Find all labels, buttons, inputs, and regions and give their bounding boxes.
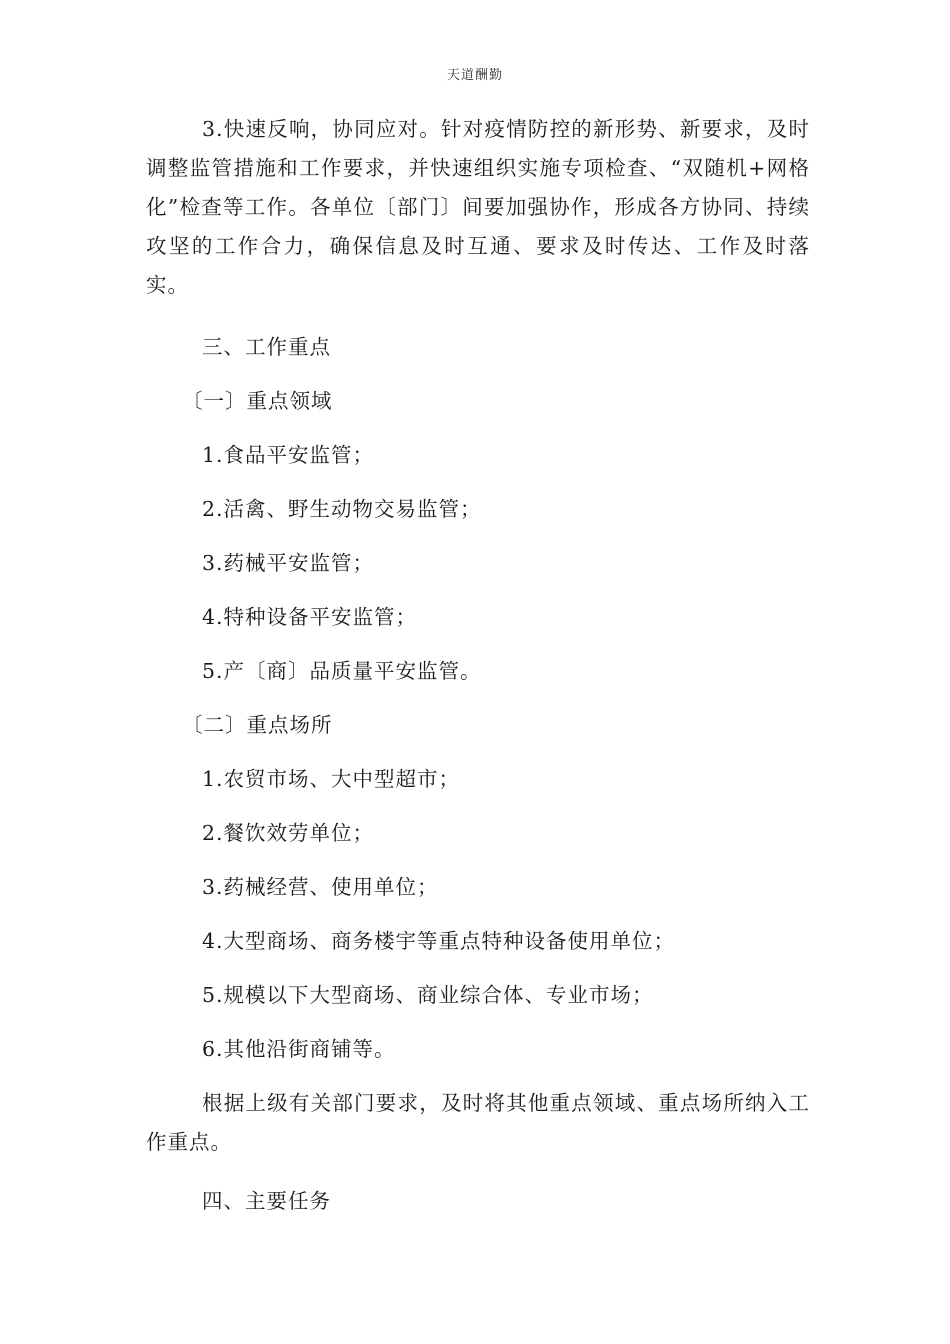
subheading-key-areas: 〔一〕重点领域 — [182, 389, 333, 413]
list-item-area: 3.药械平安监管； — [202, 551, 375, 575]
list-item-place: 5.规模以下大型商场、商业综合体、专业市场； — [202, 983, 654, 1007]
list-item-place: 6.其他沿街商铺等。 — [202, 1037, 396, 1061]
paragraph-rapid-response: 3.快速反响，协同应对。针对疫情防控的新形势、新要求，及时调整监管措施和工作要求，并快速组织实施专项检查、“双随机+网格化”检查等工作。各单位〔部门〕间要加强协作，形成各方协同、持续攻坚的工作合力，确保信息及时互通、要求及时传达、工作及时落实。 — [146, 117, 810, 297]
document-body — [146, 110, 810, 1228]
list-item-place: 3.药械经营、使用单位； — [202, 875, 439, 899]
list-item-area: 5.产〔商〕品质量平安监管。 — [202, 659, 482, 683]
section-heading-main-tasks: 四、主要任务 — [202, 1189, 331, 1213]
spacer — [146, 1162, 810, 1174]
list-item-area: 4.特种设备平安监管； — [202, 605, 418, 629]
paragraph-higher-requirements: 根据上级有关部门要求，及时将其他重点领域、重点场所纳入工作重点。 — [146, 1091, 810, 1154]
list-item-area: 2.活禽、野生动物交易监管； — [202, 497, 482, 521]
spacer — [146, 1076, 810, 1084]
page-header: 天道酬勤 — [446, 68, 503, 83]
list-item-area: 1.食品平安监管； — [202, 443, 375, 467]
list-item-place: 1.农贸市场、大中型超市； — [202, 767, 461, 791]
spacer — [146, 305, 810, 320]
subheading-key-places: 〔二〕重点场所 — [182, 713, 333, 737]
section-heading-work-focus: 三、工作重点 — [202, 335, 331, 359]
list-item-place: 2.餐饮效劳单位； — [202, 821, 375, 845]
list-item-place: 4.大型商场、商务楼宇等重点特种设备使用单位； — [202, 929, 676, 953]
